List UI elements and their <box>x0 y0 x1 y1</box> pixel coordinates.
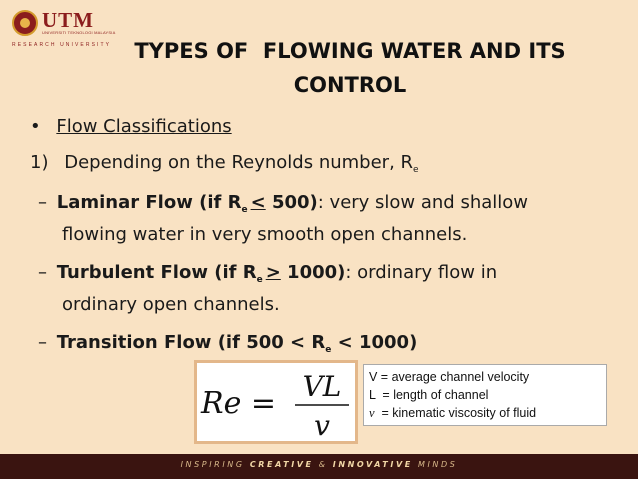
formula-graphic <box>197 363 355 441</box>
footer-part-4: INNOVATIVE <box>332 460 413 469</box>
logo-subtitle: UNIVERSITI TEKNOLOGI MALAYSIA <box>42 30 116 35</box>
formula-lhs: Re = <box>201 386 277 421</box>
laminar-sub: e <box>241 205 248 215</box>
bullet-flow-classifications <box>30 116 232 137</box>
item1-text: Depending on the Reynolds number, R <box>64 152 414 173</box>
logo-name: UTM <box>42 8 94 32</box>
item-laminar <box>38 192 528 215</box>
turbulent-dash: – <box>38 262 47 283</box>
laminar-desc-1: : very slow and shallow <box>317 192 529 213</box>
footer-part-3: & <box>313 460 333 469</box>
formula-denominator: v <box>314 409 330 441</box>
legend-line-3 <box>369 404 601 422</box>
laminar-desc-2: flowing water in very smooth open channels. <box>62 224 468 245</box>
legend-line-1: V = average channel velocity <box>369 370 530 384</box>
logo-tagline: RESEARCH UNIVERSITY <box>12 42 112 48</box>
turbulent-desc-1: : ordinary flow in <box>345 262 498 283</box>
variable-legend <box>363 364 607 426</box>
formula-numerator: VL <box>302 370 342 403</box>
utm-seal-icon <box>12 10 38 36</box>
reynolds-formula <box>194 360 358 444</box>
laminar-dash: – <box>38 192 47 213</box>
turbulent-value: 1000) <box>280 262 346 283</box>
item1-number: 1) <box>30 152 49 173</box>
turbulent-op: > <box>265 262 281 283</box>
legend-line-2: L = length of channel <box>369 388 489 402</box>
footer-slogan <box>0 460 638 469</box>
title-line-1: TYPES OF FLOWING WATER AND ITS <box>134 39 566 63</box>
item1-sub: e <box>413 165 419 175</box>
footer-bar <box>0 454 638 479</box>
turbulent-sub: e <box>256 275 263 285</box>
item-reynolds <box>30 152 419 175</box>
slide-title <box>70 34 630 102</box>
turbulent-desc-2: ordinary open channels. <box>62 294 280 315</box>
bullet-symbol: • <box>30 116 41 137</box>
legend-viscosity-symbol: v <box>369 406 375 420</box>
title-line-2: CONTROL <box>293 73 407 97</box>
transition-value: < 1000) <box>331 332 418 353</box>
laminar-value: 500) <box>265 192 318 213</box>
item-turbulent <box>38 262 497 285</box>
footer-part-2: CREATIVE <box>249 460 314 469</box>
laminar-op: < <box>250 192 266 213</box>
legend-line-3-text: = kinematic viscosity of fluid <box>374 406 537 420</box>
laminar-label: Laminar Flow (if R <box>56 192 242 213</box>
transition-label: Transition Flow (if 500 < R <box>56 332 326 353</box>
footer-part-5: MINDS <box>412 460 458 469</box>
turbulent-label: Turbulent Flow (if R <box>56 262 257 283</box>
transition-sub: e <box>325 345 332 355</box>
transition-dash: – <box>38 332 47 353</box>
footer-part-1: INSPIRING <box>180 460 250 469</box>
item-transition <box>38 332 417 355</box>
bullet-text: Flow Classifications <box>56 116 232 137</box>
